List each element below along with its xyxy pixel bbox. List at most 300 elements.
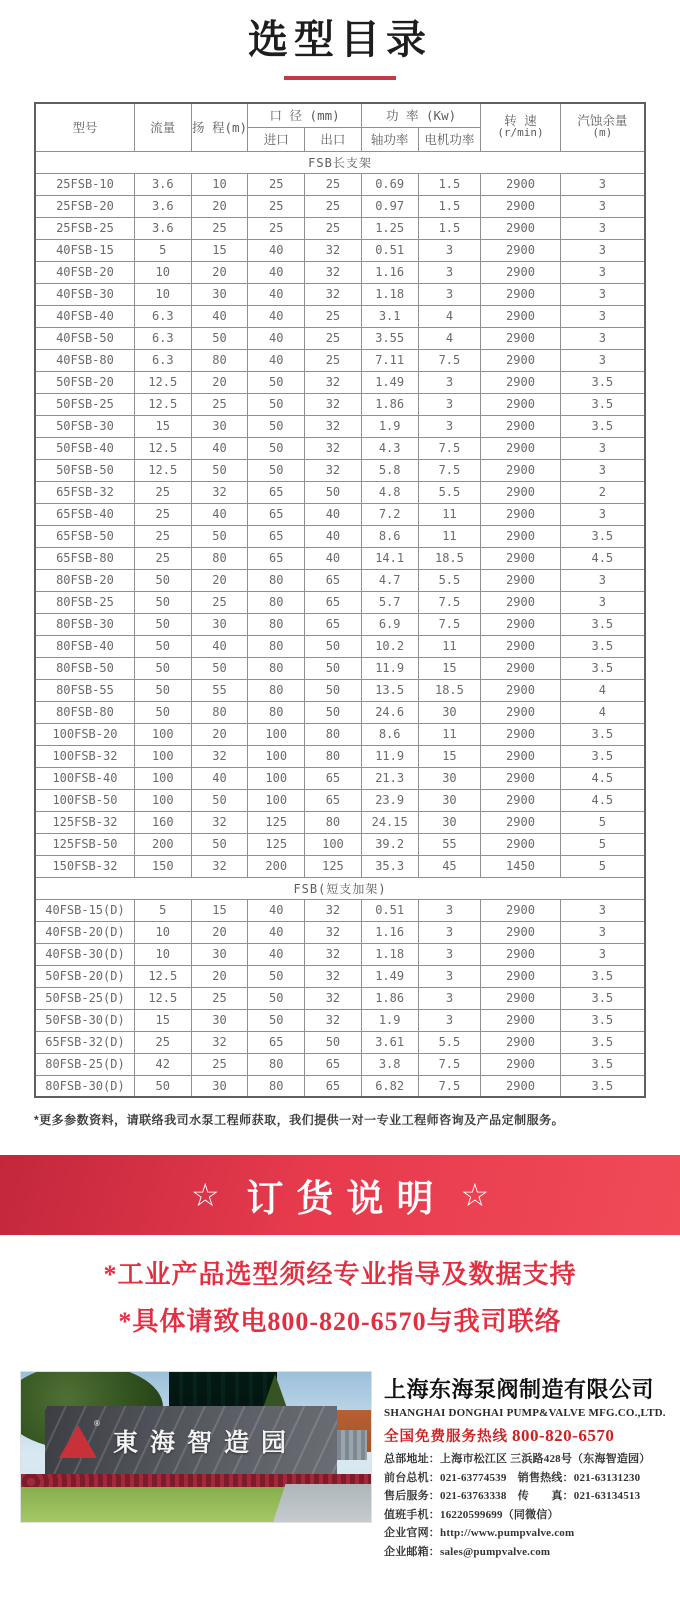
table-cell: 50	[134, 657, 191, 679]
table-cell: 25	[248, 195, 305, 217]
table-cell: 3.6	[134, 217, 191, 239]
table-cell: 80	[248, 635, 305, 657]
table-cell: 40	[305, 525, 362, 547]
table-row	[35, 437, 645, 459]
table-cell: 4	[560, 679, 645, 701]
table-cell: 80	[191, 349, 248, 371]
table-row	[35, 1009, 645, 1031]
table-cell: 40	[191, 767, 248, 789]
table-cell: 15	[191, 239, 248, 261]
col-header-inlet: 进口	[248, 127, 305, 151]
table-cell: 5	[560, 855, 645, 877]
table-cell: 50	[191, 525, 248, 547]
factory-photo	[20, 1371, 372, 1523]
table-header	[35, 103, 645, 151]
table-cell: 5.5	[418, 569, 481, 591]
table-cell: 100	[248, 723, 305, 745]
table-cell: 65	[248, 503, 305, 525]
table-cell: 80FSB-80	[35, 701, 134, 723]
table-cell: 40FSB-20	[35, 261, 134, 283]
table-cell: 200	[248, 855, 305, 877]
table-cell: 21.3	[361, 767, 418, 789]
table-cell: 100FSB-32	[35, 745, 134, 767]
table-cell: 100	[305, 833, 362, 855]
table-cell: 40	[191, 635, 248, 657]
table-cell: 3.5	[560, 723, 645, 745]
table-cell: 4	[418, 305, 481, 327]
table-cell: 2900	[481, 679, 560, 701]
table-cell: 10	[134, 943, 191, 965]
table-cell: 7.2	[361, 503, 418, 525]
table-cell: 35.3	[361, 855, 418, 877]
table-cell: 4.7	[361, 569, 418, 591]
table-cell: 20	[191, 371, 248, 393]
col-header-diameter: 口 径 (mm)	[248, 103, 361, 127]
table-cell: 80	[248, 569, 305, 591]
table-cell: 25	[191, 393, 248, 415]
table-cell: 65	[248, 1031, 305, 1053]
table-cell: 80FSB-30(D)	[35, 1075, 134, 1097]
table-cell: 6.3	[134, 349, 191, 371]
spec-table-body	[35, 151, 645, 1097]
table-cell: 1.16	[361, 261, 418, 283]
table-row	[35, 525, 645, 547]
table-cell: 32	[305, 239, 362, 261]
table-row	[35, 943, 645, 965]
table-row	[35, 459, 645, 481]
table-cell: 6.9	[361, 613, 418, 635]
table-cell: 3.8	[361, 1053, 418, 1075]
table-row	[35, 481, 645, 503]
col-header-speed-unit: (r/min)	[497, 126, 544, 140]
table-cell: 32	[305, 371, 362, 393]
table-cell: 2900	[481, 415, 560, 437]
table-row	[35, 723, 645, 745]
table-cell: 25	[134, 481, 191, 503]
contact-line-phone: 前台总机：021-63774539 销售热线：021-63131230	[384, 1471, 641, 1484]
table-cell: 2900	[481, 283, 560, 305]
table-cell: 40FSB-30(D)	[35, 943, 134, 965]
table-cell: 50	[134, 701, 191, 723]
table-cell: 25	[305, 173, 362, 195]
table-row	[35, 965, 645, 987]
table-row	[35, 217, 645, 239]
table-cell: 1.5	[418, 217, 481, 239]
table-cell: 11.9	[361, 657, 418, 679]
table-cell: 40	[305, 547, 362, 569]
table-cell: 50	[305, 635, 362, 657]
table-cell: 3	[560, 569, 645, 591]
table-cell: 32	[305, 987, 362, 1009]
table-cell: 80FSB-50	[35, 657, 134, 679]
table-cell: 32	[191, 1031, 248, 1053]
table-cell: 2900	[481, 327, 560, 349]
table-cell: 65	[305, 1075, 362, 1097]
table-cell: 50FSB-40	[35, 437, 134, 459]
table-cell: 2900	[481, 657, 560, 679]
table-cell: 50	[305, 701, 362, 723]
table-cell: 6.82	[361, 1075, 418, 1097]
table-cell: 11	[418, 503, 481, 525]
notice-line-1: *工业产品选型须经专业指导及数据支持	[103, 1260, 577, 1289]
table-cell: 8.6	[361, 723, 418, 745]
table-cell: 50	[305, 1031, 362, 1053]
table-cell: 40FSB-15	[35, 239, 134, 261]
table-cell: 32	[305, 415, 362, 437]
table-cell: 3	[418, 921, 481, 943]
contact-line-service: 售后服务：021-63763338 传 真：021-63134513	[384, 1490, 641, 1502]
table-cell: 65FSB-80	[35, 547, 134, 569]
table-row	[35, 811, 645, 833]
table-cell: 5.5	[418, 481, 481, 503]
table-cell: 2900	[481, 767, 560, 789]
table-cell: 3	[418, 965, 481, 987]
table-cell: 50FSB-20	[35, 371, 134, 393]
table-cell: 12.5	[134, 371, 191, 393]
table-row	[35, 921, 645, 943]
table-cell: 20	[191, 195, 248, 217]
table-cell: 2900	[481, 811, 560, 833]
table-cell: 3.5	[560, 415, 645, 437]
table-cell: 125	[248, 811, 305, 833]
table-cell: 40	[191, 305, 248, 327]
table-cell: 3.5	[560, 1009, 645, 1031]
table-cell: 40FSB-80	[35, 349, 134, 371]
table-cell: 50	[191, 657, 248, 679]
table-cell: 3.5	[560, 657, 645, 679]
table-cell: 3	[560, 217, 645, 239]
table-cell: 7.5	[418, 437, 481, 459]
table-cell: 3.5	[560, 371, 645, 393]
table-cell: 50FSB-30	[35, 415, 134, 437]
table-cell: 20	[191, 261, 248, 283]
table-cell: 2900	[481, 613, 560, 635]
table-cell: 3	[560, 305, 645, 327]
table-cell: 15	[418, 657, 481, 679]
table-cell: 100FSB-50	[35, 789, 134, 811]
company-footer	[20, 1371, 666, 1561]
table-cell: 30	[191, 1075, 248, 1097]
table-cell: 100	[134, 767, 191, 789]
table-cell: 40	[191, 437, 248, 459]
table-row	[35, 789, 645, 811]
table-row	[35, 767, 645, 789]
table-cell: 3	[418, 1009, 481, 1031]
table-cell: 50FSB-50	[35, 459, 134, 481]
table-cell: 30	[418, 767, 481, 789]
table-cell: 7.5	[418, 591, 481, 613]
table-cell: 15	[134, 1009, 191, 1031]
contact-line-website: 企业官网：http://www.pumpvalve.com	[384, 1527, 575, 1539]
table-cell: 5	[134, 899, 191, 921]
table-cell: 40	[248, 327, 305, 349]
col-header-model: 型号	[35, 103, 134, 151]
table-cell: 50	[191, 789, 248, 811]
sign-wall-text: 東海智造园	[113, 1429, 299, 1457]
notice-line-2: *具体请致电800-820-6570与我司联络	[118, 1307, 562, 1336]
table-cell: 100	[248, 789, 305, 811]
table-cell: 30	[418, 811, 481, 833]
table-cell: 40	[248, 943, 305, 965]
table-cell: 2900	[481, 701, 560, 723]
table-cell: 45	[418, 855, 481, 877]
table-cell: 40	[248, 349, 305, 371]
table-cell: 55	[191, 679, 248, 701]
table-cell: 50	[248, 987, 305, 1009]
table-cell: 25FSB-20	[35, 195, 134, 217]
company-contact-lines	[384, 1450, 666, 1561]
table-cell: 40FSB-30	[35, 283, 134, 305]
table-cell: 32	[305, 261, 362, 283]
table-cell: 3.5	[560, 987, 645, 1009]
title-divider	[284, 76, 396, 80]
table-cell: 2900	[481, 723, 560, 745]
table-cell: 3	[560, 899, 645, 921]
table-cell: 3.5	[560, 745, 645, 767]
table-cell: 80FSB-25(D)	[35, 1053, 134, 1075]
table-cell: 5.5	[418, 1031, 481, 1053]
table-cell: 55	[418, 833, 481, 855]
table-row	[35, 833, 645, 855]
table-cell: 6.3	[134, 327, 191, 349]
table-cell: 80FSB-25	[35, 591, 134, 613]
table-row	[35, 569, 645, 591]
table-cell: 50	[134, 679, 191, 701]
table-section-header	[35, 151, 645, 173]
table-cell: 80	[248, 1075, 305, 1097]
table-cell: 3	[560, 921, 645, 943]
table-cell: 3	[560, 459, 645, 481]
col-header-speed	[481, 103, 560, 151]
col-header-head: 扬 程(m)	[191, 103, 248, 151]
table-cell: 3	[560, 327, 645, 349]
table-row	[35, 1053, 645, 1075]
table-cell: 80	[191, 547, 248, 569]
table-cell: 18.5	[418, 679, 481, 701]
table-cell: 50FSB-30(D)	[35, 1009, 134, 1031]
table-cell: 32	[305, 1009, 362, 1031]
table-cell: 50	[134, 1075, 191, 1097]
table-row	[35, 701, 645, 723]
table-cell: 65	[305, 613, 362, 635]
table-cell: 2900	[481, 305, 560, 327]
table-cell: 39.2	[361, 833, 418, 855]
contact-line-email: 企业邮箱：sales@pumpvalve.com	[384, 1545, 551, 1558]
table-cell: 2900	[481, 591, 560, 613]
table-cell: 2900	[481, 635, 560, 657]
table-cell: 25	[191, 1053, 248, 1075]
table-cell: 12.5	[134, 437, 191, 459]
table-cell: 2900	[481, 217, 560, 239]
table-cell: 65	[248, 481, 305, 503]
table-cell: 32	[191, 481, 248, 503]
table-cell: 50FSB-25	[35, 393, 134, 415]
table-cell: 80FSB-20	[35, 569, 134, 591]
table-cell: 4	[560, 701, 645, 723]
table-row	[35, 283, 645, 305]
table-cell: 3	[560, 283, 645, 305]
table-cell: 3.5	[560, 1053, 645, 1075]
table-cell: 100	[248, 767, 305, 789]
table-cell: 12.5	[134, 965, 191, 987]
table-row	[35, 327, 645, 349]
table-cell: 2900	[481, 789, 560, 811]
table-cell: 7.5	[418, 1075, 481, 1097]
star-right-icon: ☆	[460, 1177, 490, 1213]
table-cell: 2900	[481, 239, 560, 261]
table-row	[35, 987, 645, 1009]
table-cell: 7.5	[418, 1053, 481, 1075]
table-cell: 30	[191, 1009, 248, 1031]
table-cell: 13.5	[361, 679, 418, 701]
table-cell: 3	[418, 943, 481, 965]
company-info	[384, 1371, 666, 1561]
table-row	[35, 239, 645, 261]
table-cell: 14.1	[361, 547, 418, 569]
table-cell: 3.5	[560, 965, 645, 987]
table-cell: 50FSB-20(D)	[35, 965, 134, 987]
table-cell: 2	[560, 481, 645, 503]
table-cell: 2900	[481, 195, 560, 217]
table-cell: 2900	[481, 1053, 560, 1075]
table-cell: 5.8	[361, 459, 418, 481]
table-cell: 2900	[481, 833, 560, 855]
table-cell: 4.5	[560, 547, 645, 569]
table-cell: 1.25	[361, 217, 418, 239]
table-cell: 3	[418, 899, 481, 921]
table-cell: 32	[305, 459, 362, 481]
table-cell: 2900	[481, 481, 560, 503]
table-cell: 30	[191, 943, 248, 965]
table-cell: 50	[134, 613, 191, 635]
table-cell: 125	[305, 855, 362, 877]
table-cell: 3	[560, 437, 645, 459]
table-cell: 11	[418, 723, 481, 745]
table-cell: 2900	[481, 459, 560, 481]
table-cell: 42	[134, 1053, 191, 1075]
col-header-shaft-power: 轴功率	[361, 127, 418, 151]
table-cell: 25FSB-25	[35, 217, 134, 239]
table-cell: 30	[418, 789, 481, 811]
table-row	[35, 173, 645, 195]
table-cell: 40	[248, 239, 305, 261]
table-cell: 10	[134, 921, 191, 943]
table-cell: 2900	[481, 745, 560, 767]
service-hotline	[384, 1425, 666, 1446]
table-cell: 32	[305, 899, 362, 921]
table-cell: 2900	[481, 987, 560, 1009]
table-cell: 80FSB-55	[35, 679, 134, 701]
table-cell: 40	[305, 503, 362, 525]
table-row	[35, 591, 645, 613]
pump-spec-table	[34, 102, 646, 1098]
table-cell: 25	[134, 1031, 191, 1053]
table-row	[35, 393, 645, 415]
table-cell: 25	[134, 503, 191, 525]
table-cell: 2900	[481, 261, 560, 283]
table-cell: 3.5	[560, 525, 645, 547]
star-left-icon: ☆	[190, 1177, 220, 1213]
table-cell: 50	[134, 569, 191, 591]
notice-block	[0, 1251, 680, 1345]
table-cell: 4.5	[560, 789, 645, 811]
table-cell: 50	[248, 415, 305, 437]
table-cell: 3	[560, 173, 645, 195]
table-cell: 25	[305, 217, 362, 239]
table-cell: 1.86	[361, 987, 418, 1009]
table-cell: 3	[560, 261, 645, 283]
table-cell: 7.5	[418, 349, 481, 371]
table-row	[35, 195, 645, 217]
table-cell: 30	[191, 283, 248, 305]
table-cell: 40	[191, 503, 248, 525]
table-cell: 1450	[481, 855, 560, 877]
table-cell: 65	[305, 569, 362, 591]
table-cell: 80	[191, 701, 248, 723]
col-header-speed-label: 转 速	[504, 113, 537, 129]
table-cell: 3.5	[560, 1075, 645, 1097]
table-cell: 40	[248, 921, 305, 943]
table-cell: 7.5	[418, 613, 481, 635]
table-cell: 200	[134, 833, 191, 855]
table-cell: 2900	[481, 1075, 560, 1097]
company-name-en: SHANGHAI DONGHAI PUMP&VALVE MFG.CO.,LTD.	[384, 1407, 666, 1419]
table-cell: 2900	[481, 569, 560, 591]
table-cell: 3.5	[560, 1031, 645, 1053]
table-cell: 50FSB-25(D)	[35, 987, 134, 1009]
table-cell: 18.5	[418, 547, 481, 569]
table-cell: 0.97	[361, 195, 418, 217]
table-cell: 30	[191, 415, 248, 437]
table-cell: 2900	[481, 503, 560, 525]
table-row	[35, 305, 645, 327]
table-cell: 25	[134, 525, 191, 547]
table-cell: 11	[418, 635, 481, 657]
table-cell: 2900	[481, 965, 560, 987]
table-cell: 50	[191, 327, 248, 349]
table-cell: 100FSB-20	[35, 723, 134, 745]
table-cell: 3	[418, 415, 481, 437]
table-cell: 50	[248, 393, 305, 415]
table-cell: 2900	[481, 173, 560, 195]
table-cell: 150	[134, 855, 191, 877]
table-cell: 25	[248, 173, 305, 195]
table-cell: 0.51	[361, 239, 418, 261]
table-cell: 40FSB-20(D)	[35, 921, 134, 943]
table-cell: 80	[248, 679, 305, 701]
table-cell: 2900	[481, 349, 560, 371]
table-cell: 1.86	[361, 393, 418, 415]
table-cell: 125FSB-50	[35, 833, 134, 855]
table-cell: 80	[305, 723, 362, 745]
table-cell: 32	[305, 393, 362, 415]
table-cell: 1.5	[418, 173, 481, 195]
table-cell: 3	[418, 987, 481, 1009]
table-cell: 25	[305, 349, 362, 371]
page-title: 选型目录	[248, 18, 432, 62]
table-cell: 1.18	[361, 943, 418, 965]
table-cell: 65	[305, 767, 362, 789]
table-cell: 4.5	[560, 767, 645, 789]
table-cell: 80	[305, 745, 362, 767]
hotline-number: 800-820-6570	[512, 1426, 615, 1445]
photo-sign-wall	[45, 1406, 337, 1476]
table-cell: 50	[191, 459, 248, 481]
table-cell: 20	[191, 921, 248, 943]
table-cell: 32	[191, 855, 248, 877]
table-cell: 32	[305, 943, 362, 965]
table-cell: 80	[248, 613, 305, 635]
